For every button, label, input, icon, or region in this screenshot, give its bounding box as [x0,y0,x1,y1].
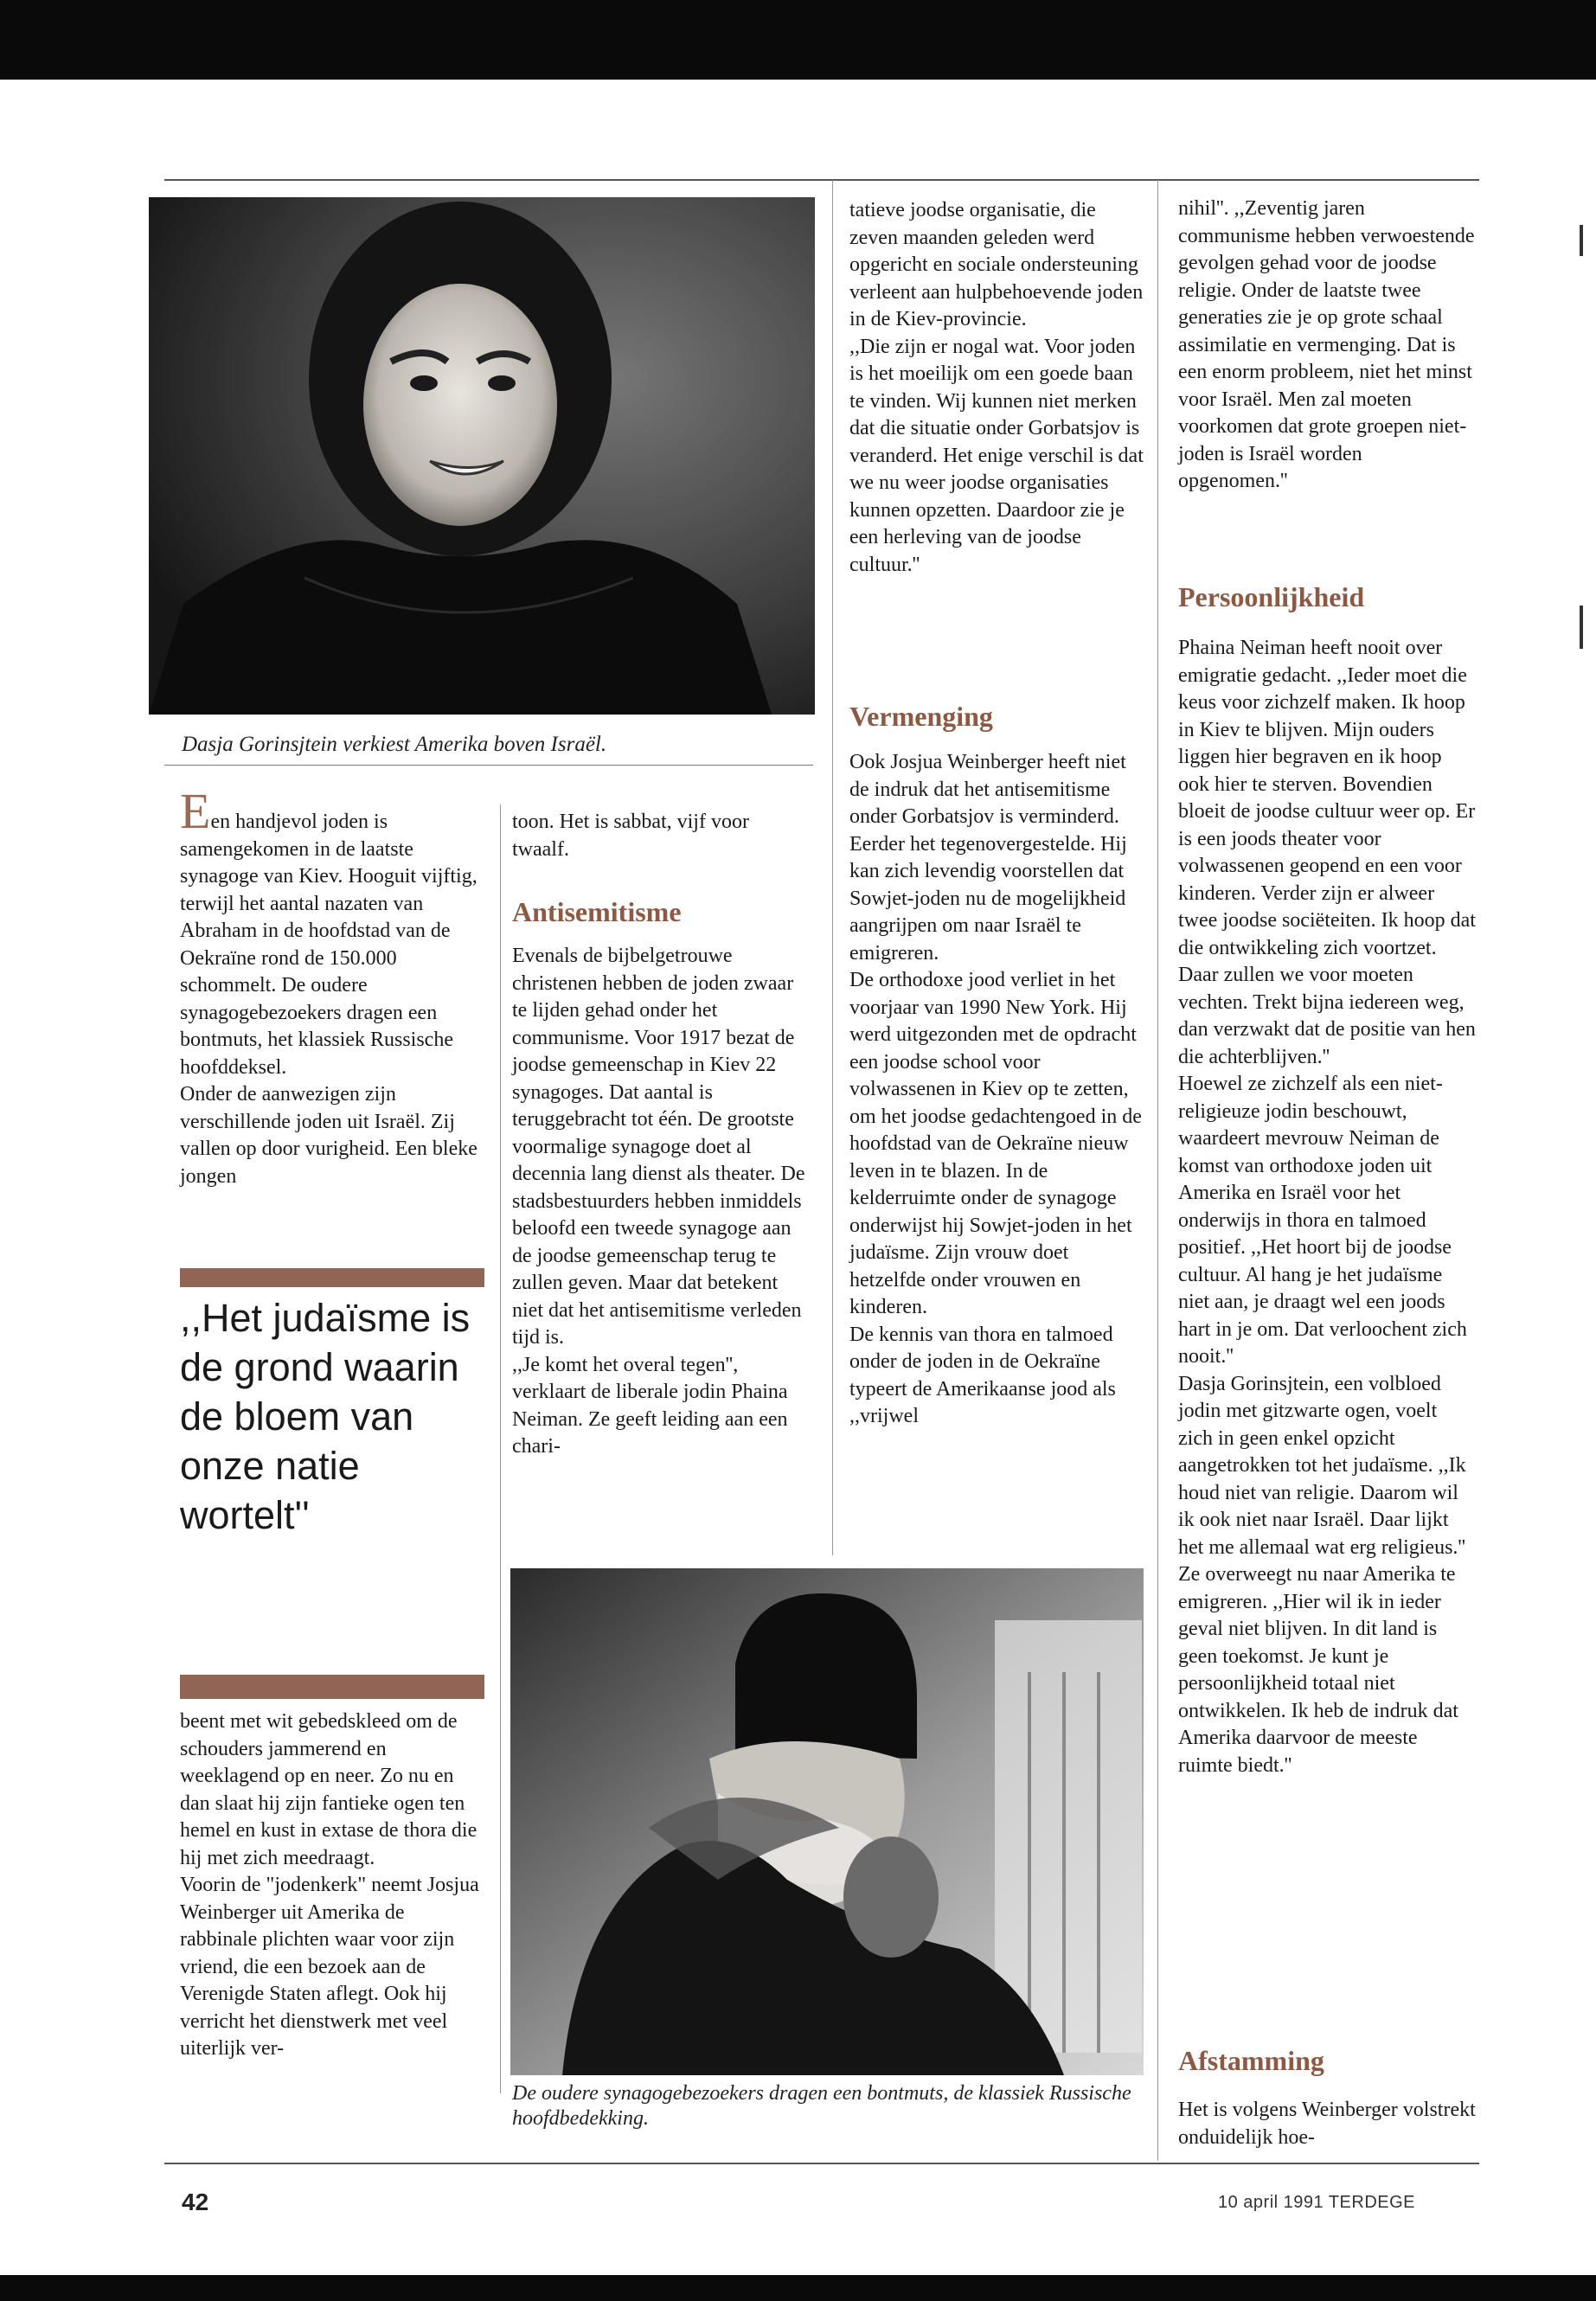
paragraph: Voorin de "jodenkerk" neemt Josjua Weinberger uit Amerika de rabbinale plichten waar voor zijn vriend, die een bezoek aan de Verenigde Staten aflegt. Ook hij verricht het dienstwerk met veel uiterlijk ver- [180,1874,479,2060]
subheading-persoonlijkheid: Persoonlijkheid [1178,581,1365,612]
paragraph: toon. Het is sabbat, vijf voor twaalf. [512,811,749,861]
paragraph: Dasja Gorinsjtein, een volbloed jodin met gitzwarte ogen, voelt zich in geen enkel opzicht aangetrokken tot het judaïsme. ,,Ik houd niet van religie. Daarom wil ik ook niet naar Israël. Daar lijkt het me allemaal wat erg religieus.'' Ze overweegt nu naar Amerika te emigreren. ,,Hier wil ik in ieder geval niet blijven. In dit land is geen toekomst. Je kunt je persoonlijkheid totaal niet ontwikkelen. Ik heb de indruk dat Amerika daarvoor de meeste ruimte biedt.'' [1178,1372,1466,1777]
paragraph: De kennis van thora en talmoed onder de joden in de Oekraïne typeert de Amerikaanse jood als ,,vrijwel [849,1323,1116,1427]
bottom-rule [164,2163,1479,2164]
top-rule [164,179,1479,181]
photo-dasja-gorinsjtein [149,197,815,715]
column-1-bottom [180,1708,484,2063]
edge-mark [1580,225,1583,256]
column-4-mid [1178,635,1477,1779]
pullquote-top-bar [180,1268,484,1287]
paragraph: De orthodoxe jood verliet in het voorjaar van 1990 New York. Hij werd uitgezonden met de opdracht een joodse school voor volwassenen in Kiev op te zetten, om het joodse gedachtengoed in de hoofdstad van de Oekraïne nieuw leven in te blazen. In de kelderruimte onder de synagoge onderwijst hij Sowjet-joden in het judaïsme. Zijn vrouw doet hetzelfde onder vrouwen en kinderen. [849,969,1142,1318]
column-divider [1157,180,1158,2161]
photo-old-man-fur-hat [510,1568,1144,2075]
paragraph: Het is volgens Weinberger volstrekt onduidelijk hoe- [1178,2099,1476,2149]
paragraph: tatieve joodse organisatie, die zeven maanden geleden werd opgericht en sociale ondersteuning verleent aan hulpbehoevende joden in de Kiev-provincie. [849,199,1144,330]
pullquote-bottom-bar [180,1675,484,1699]
column-2 [512,809,811,863]
paragraph: Onder de aanwezigen zijn verschillende joden uit Israël. Zij vallen op door vurigheid. Een bleke jongen [180,1083,478,1188]
paragraph: Ook Josjua Weinberger heeft niet de indruk dat het antisemitisme onder Gorbatsjov is verminderd. Eerder het tegenovergestelde. Hij kan zich levendig voorstellen dat Sowjet-joden nu de mogelijkheid aangrijpen om naar Israël te emigreren. [849,751,1127,965]
paragraph: Hoewel ze zichzelf als een niet-religieuze jodin beschouwt, waardeert mevrouw Neiman de komst van orthodoxe joden uit Amerika en Israël voor het onderwijs in thora en talmoed positief. ,,Het hoort bij de joodse cultuur. Al hang je het judaïsme niet aan, je draagt wel een joods hart in je om. Dat verloochent zich nooit.'' [1178,1073,1467,1368]
column-divider [500,804,501,2093]
edge-mark [1580,606,1583,649]
paragraph: Evenals de bijbelgetrouwe christenen hebben de joden zwaar te lijden gehad onder het communisme. Voor 1917 bezat de joodse gemeenschap in Kiev 22 synagoges. Dat aantal is teruggebracht tot één. De grootste voormalige synagoge doet al decennia lang dienst als theater. De stadsbestuurders hebben inmiddels beloofd een tweede synagoge aan de joodse gemeenschap terug te zullen geven. Maar dat betekent niet dat het antisemitisme verleden tijd is. [512,945,805,1349]
page-number: 42 [182,2189,209,2215]
paragraph: ,,Je komt het overal tegen'', verklaart de liberale jodin Phaina Neiman. Ze geeft leiding aan een chari- [512,1353,788,1458]
column-2-body [512,943,811,1461]
photo2-caption: De oudere synagogebezoekers dragen een bontmuts, de klassiek Russische hoofdbedekking. [512,2082,1131,2130]
paragraph: beent met wit gebedskleed om de schouders jammerend en weeklagend op en neer. Zo nu en dan slaat hij zijn fantieke ogen ten hemel en kust in extase de thora die hij met zich meedraagt. [180,1710,478,1869]
column-1-top [180,783,484,1190]
column-4-top [1178,195,1477,496]
paragraph: nihil''. ,,Zeventig jaren communisme hebben verwoestende gevolgen gehad voor de joodse religie. Onder de laatste twee generaties zie je op grote schaal assimilatie en vermenging. Dat is een enorm probleem, niet het minst voor Israël. Men zal moeten voorkomen dat grote groepen niet-joden is Israël worden opgenomen.'' [1178,197,1475,492]
top-black-bar [0,0,1596,80]
column-divider [832,180,833,1555]
column-3-body [849,749,1144,1431]
subheading-afstamming: Afstamming [1178,2045,1324,2076]
lead-paragraph: Een handjevol joden is samengekomen in de laatste synagoge van Kiev. Hooguit vijftig, terwijl het aantal nazaten van Abraham in de hoofdstad van de Oekraïne rond de 150.000 schommelt. De oudere synagogebezoekers dragen een bontmuts, het klassiek Russische hoofddeksel. [180,783,478,1079]
subheading-vermenging: Vermenging [849,701,993,732]
column-4-bottom [1178,2097,1477,2151]
paragraph: ,,Die zijn er nogal wat. Voor joden is het moeilijk om een goede baan te vinden. Wij kunnen niet merken dat die situatie onder Gorbatsjov is veranderd. Het enige verschil is dat we nu weer joodse organisaties kunnen opzetten. Daardoor zie je een herleving van de joodse cultuur.'' [849,335,1144,576]
paragraph: Phaina Neiman heeft nooit over emigratie gedacht. ,,Ieder moet die keus voor zichzelf maken. Ik hoop in Kiev te blijven. Mijn ouders liggen hier begraven en ik hoop ook hier te sterven. Bovendien bloeit de joodse cultuur weer op. Er is een joods theater voor volwassenen geopend en een voor kinderen. Verder zijn er alweer twee joodse sociëteiten. Ik hoop dat die ontwikkeling zich voortzet. Daar zullen we voor moeten vechten. Trekt bijna iedereen weg, dan verzwakt dat de positie van hen die achterblijven.'' [1178,637,1476,1068]
subheading-antisemitisme: Antisemitisme [512,896,682,927]
photo1-caption-rule [164,765,813,766]
bottom-black-bar [0,2275,1596,2301]
column-3-top [849,197,1144,579]
pullquote: ,,Het judaïsme is de grond waarin de bloem van onze natie wortelt'' [180,1296,471,1537]
issue-date: 10 april 1991 TERDEGE [1218,2193,1416,2212]
photo1-caption: Dasja Gorinsjtein verkiest Amerika boven Israël. [182,733,607,756]
